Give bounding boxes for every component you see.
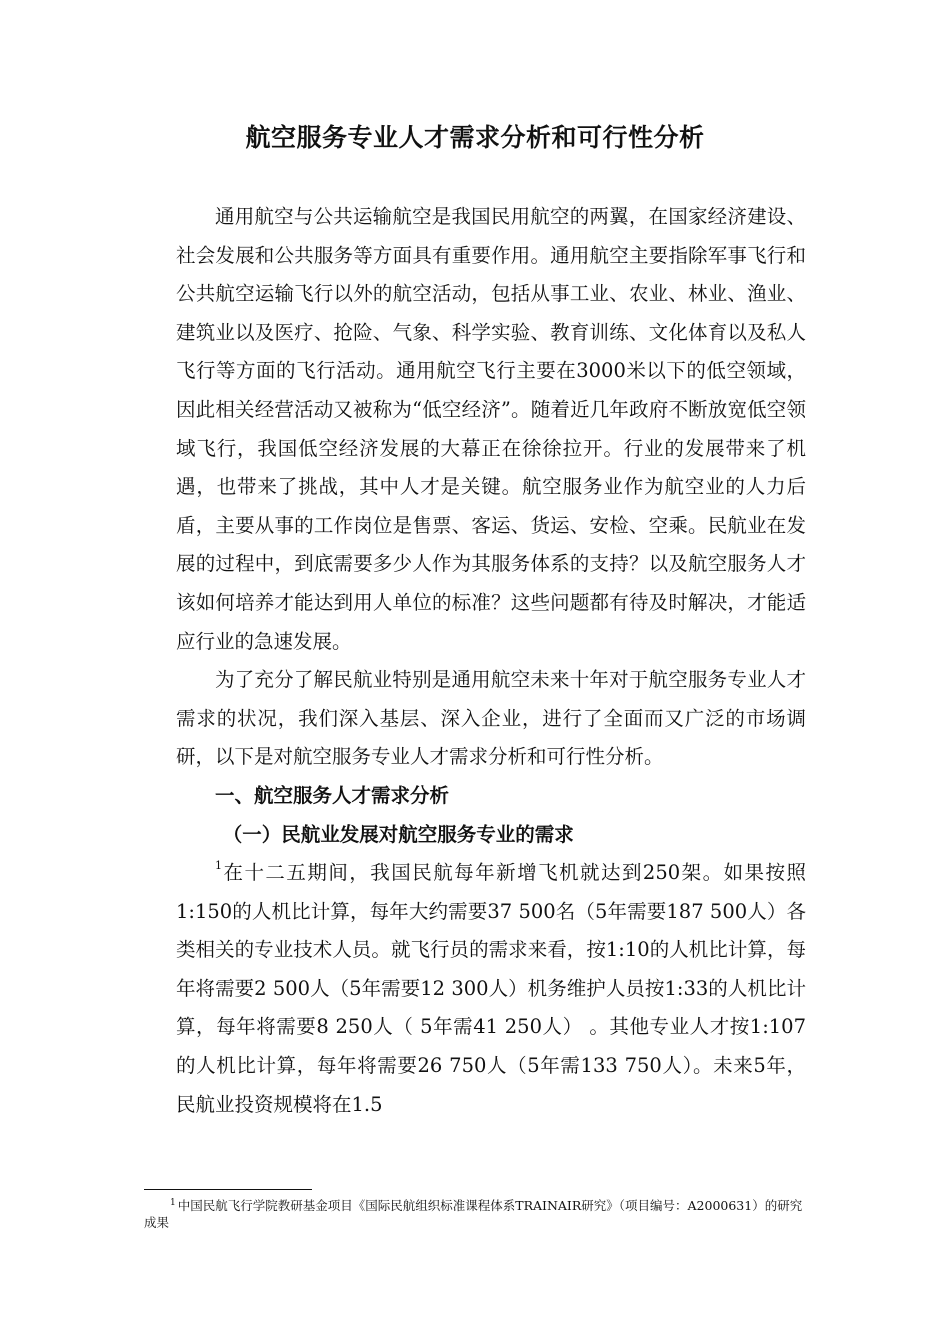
section-heading: 一、航空服务人才需求分析 xyxy=(215,783,450,807)
document-title: 航空服务专业人才需求分析和可行性分析 xyxy=(245,123,705,152)
document-body xyxy=(176,198,806,1124)
footnote-separator xyxy=(144,1189,312,1190)
paragraph-statistics-text: 在十二五期间，我国民航每年新增飞机就达到250架。如果按照1:150的人机比计算，每年大约需要37 500名（5年需要187 500人）各类相关的专业技术人员。就飞行员的需求来看，按1:10的人机比计算，每年将需要2 500人（5年需要12 300人）机务维护人员按1:33的人机比计算，每年将需要8 250人（ 5年需41 250人） 。其他专业人才按1:107的人机比计算，每年将需要26 750人（5年需133 750人）。未来5年，民航业投资规模将在1.5 xyxy=(176,861,806,1116)
footnote-text: 中国民航飞行学院教研基金项目《国际民航组织标准课程体系TRAINAIR研究》（项目编号：A2000631）的研究成果 xyxy=(144,1198,803,1231)
footnote-number: 1 xyxy=(170,1198,176,1208)
footnote xyxy=(144,1195,804,1231)
subsection-heading: （一）民航业发展对航空服务专业的需求 xyxy=(222,822,574,846)
paragraph-intro: 通用航空与公共运输航空是我国民用航空的两翼，在国家经济建设、社会发展和公共服务等方面具有重要作用。通用航空主要指除军事飞行和公共航空运输飞行以外的航空活动，包括从事工业、农业、林业、渔业、建筑业以及医疗、抢险、气象、科学实验、教育训练、文化体育以及私人飞行等方面的飞行活动。通用航空飞行主要在3000米以下的低空领域，因此相关经营活动又被称为“低空经济”。随着近几年政府不断放宽低空领域飞行，我国低空经济发展的大幕正在徐徐拉开。行业的发展带来了机遇，也带来了挑战，其中人才是关键。航空服务业作为航空业的人力后盾，主要从事的工作岗位是售票、客运、货运、安检、空乘。民航业在发展的过程中，到底需要多少人作为其服务体系的支持？以及航空服务人才该如何培养才能达到用人单位的标准？这些问题都有待及时解决，才能适应行业的急速发展。 xyxy=(176,205,806,653)
footnote-reference[interactable]: 1 xyxy=(215,859,222,873)
paragraph-statistics xyxy=(176,854,806,1124)
paragraph-research: 为了充分了解民航业特别是通用航空未来十年对于航空服务专业人才需求的状况，我们深入基层、深入企业，进行了全面而又广泛的市场调研，以下是对航空服务专业人才需求分析和可行性分析。 xyxy=(176,668,806,769)
